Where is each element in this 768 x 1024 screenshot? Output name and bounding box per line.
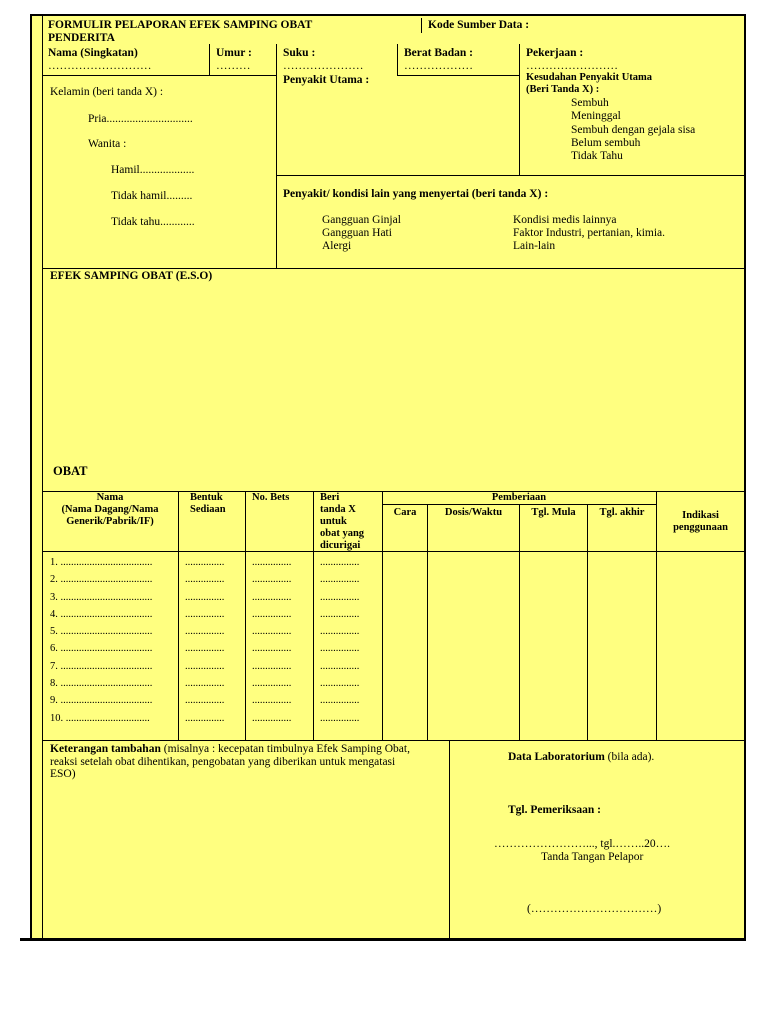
beri-cell[interactable]: ............... <box>320 678 360 690</box>
col-line-7 <box>587 504 588 740</box>
col-header-pemberiaan: Pemberiaan <box>491 492 547 503</box>
col-header-tgl-akhir: Tgl. akhir <box>599 507 645 518</box>
table-bottom-line <box>42 740 745 741</box>
beri-cell[interactable]: ............... <box>320 591 360 603</box>
pekerjaan-field[interactable]: …………………… <box>526 60 618 72</box>
divider-berat-pekerjaan <box>519 44 520 175</box>
beri-cell[interactable]: ............... <box>320 695 360 707</box>
bets-cell[interactable]: ............... <box>252 660 292 672</box>
divider-umur-suku <box>276 44 277 268</box>
kondisi-top-line <box>276 175 745 176</box>
signature-label: Tanda Tangan Pelapor <box>541 851 644 863</box>
table-row[interactable]: 3. ................................... <box>50 591 153 603</box>
keterangan-label: Keterangan tambahan <box>50 743 161 755</box>
col-line-6 <box>519 504 520 740</box>
bets-cell[interactable]: ............... <box>252 712 292 724</box>
pekerjaan-label: Pekerjaan : <box>526 47 584 59</box>
divider-suku-berat <box>397 44 398 75</box>
kesudahan-gejala-sisa[interactable]: Sembuh dengan gejala sisa <box>571 124 696 136</box>
kondisi-title: Penyakit/ kondisi lain yang menyertai (beri tanda X) : <box>283 188 549 200</box>
col-header-bentuk: Bentuk Sediaan <box>190 492 226 515</box>
bets-cell[interactable]: ............... <box>252 608 292 620</box>
penyakit-utama-label: Penyakit Utama : <box>283 74 370 86</box>
right-border <box>744 14 746 940</box>
keterangan-text: (misalnya : kecepatan timbulnya Efek Samping Obat, reaksi setelah obat dihentikan, pengobatan yang diberikan untuk mengatasi ESO) <box>50 743 410 780</box>
bentuk-cell[interactable]: ............... <box>185 608 225 620</box>
bentuk-cell[interactable]: ............... <box>185 626 225 638</box>
kesudahan-tidak-tahu[interactable]: Tidak Tahu <box>571 150 623 162</box>
keterangan-tambahan[interactable] <box>50 743 410 781</box>
option-pria[interactable]: Pria.............................. <box>88 113 193 125</box>
berat-label: Berat Badan : <box>404 47 473 59</box>
patient-row-line <box>42 75 276 76</box>
kesudahan-subtitle: (Beri Tanda X) : <box>526 84 600 95</box>
option-wanita[interactable]: Wanita : <box>88 138 127 150</box>
outer-left-border <box>30 14 32 940</box>
eso-description-area[interactable] <box>44 286 742 456</box>
col-header-tgl-mula: Tgl. Mula <box>531 507 576 518</box>
bets-cell[interactable]: ............... <box>252 574 292 586</box>
bets-cell[interactable]: ............... <box>252 678 292 690</box>
bentuk-column-rows <box>185 554 243 727</box>
obat-title: OBAT <box>53 464 88 478</box>
beri-cell[interactable]: ............... <box>320 608 360 620</box>
eso-top-line <box>42 268 745 269</box>
kondisi-lain-lain[interactable]: Lain-lain <box>513 240 556 252</box>
table-row[interactable]: 9. ................................... <box>50 695 153 707</box>
data-laboratorium[interactable] <box>508 751 654 764</box>
bentuk-cell[interactable]: ............... <box>185 574 225 586</box>
patient-row-line-right <box>397 75 519 76</box>
suku-field[interactable]: ………………… <box>283 60 364 72</box>
kondisi-medis-lain[interactable]: Kondisi medis lainnya <box>513 214 617 226</box>
top-border <box>30 14 746 16</box>
option-hamil[interactable]: Hamil................... <box>111 164 195 176</box>
bentuk-cell[interactable]: ............... <box>185 678 225 690</box>
table-row[interactable]: 2. ................................... <box>50 574 153 586</box>
bets-cell[interactable]: ............... <box>252 557 292 568</box>
table-row[interactable]: 6. ................................... <box>50 643 153 655</box>
kode-sumber-label: Kode Sumber Data : <box>428 19 530 31</box>
col-line-1 <box>178 491 179 740</box>
nama-field[interactable]: ……………………… <box>48 60 152 72</box>
bentuk-cell[interactable]: ............... <box>185 643 225 655</box>
kesudahan-sembuh[interactable]: Sembuh <box>571 97 609 109</box>
table-row[interactable]: 5. ................................... <box>50 626 153 638</box>
kesudahan-title: Kesudahan Penyakit Utama <box>526 72 653 83</box>
beri-cell[interactable]: ............... <box>320 557 360 568</box>
suku-label: Suku : <box>283 47 316 59</box>
table-row[interactable]: 7. ................................... <box>50 660 153 672</box>
beri-cell[interactable]: ............... <box>320 712 360 724</box>
col-line-2 <box>245 491 246 740</box>
nama-column-rows <box>50 554 178 727</box>
option-tidak-tahu[interactable]: Tidak tahu............ <box>111 216 195 228</box>
bentuk-cell[interactable]: ............... <box>185 557 225 568</box>
beri-cell[interactable]: ............... <box>320 660 360 672</box>
bets-cell[interactable]: ............... <box>252 626 292 638</box>
col-line-4 <box>382 491 383 740</box>
beri-column-rows <box>320 554 380 727</box>
lab-label: Data Laboratorium <box>508 751 605 763</box>
beri-cell[interactable]: ............... <box>320 643 360 655</box>
tgl-pemeriksaan-label: Tgl. Pemeriksaan : <box>508 804 601 816</box>
table-row[interactable]: 8. ................................... <box>50 678 153 690</box>
bottom-divider <box>449 741 450 938</box>
table-row[interactable]: 1. ................................... <box>50 557 153 568</box>
col-header-indikasi: Indikasi penggunaan <box>673 510 728 533</box>
penderita-section-title: PENDERITA <box>48 32 115 44</box>
table-row[interactable]: 4. ................................... <box>50 608 153 620</box>
col-header-dosis: Dosis/Waktu <box>444 507 503 518</box>
eso-title: EFEK SAMPING OBAT (E.S.O) <box>50 270 213 282</box>
berat-field[interactable]: ……………… <box>404 60 473 72</box>
form-title: FORMULIR PELAPORAN EFEK SAMPING OBAT <box>48 19 313 31</box>
header-divider <box>421 18 422 33</box>
bentuk-cell[interactable]: ............... <box>185 591 225 603</box>
form-paper <box>30 14 746 940</box>
umur-label: Umur : <box>216 47 252 59</box>
kesudahan-meninggal[interactable]: Meninggal <box>571 110 621 122</box>
beri-cell[interactable]: ............... <box>320 574 360 586</box>
bets-column-rows <box>252 554 312 727</box>
beri-cell[interactable]: ............... <box>320 626 360 638</box>
place-date-field[interactable]: ……………………..., tgl.……..20…. <box>494 838 671 850</box>
col-header-bets: No. Bets <box>252 492 290 503</box>
bentuk-cell[interactable]: ............... <box>185 695 225 707</box>
bets-cell[interactable]: ............... <box>252 695 292 707</box>
table-header-bottom <box>42 551 745 552</box>
signature-field[interactable]: (……………………………) <box>527 903 662 915</box>
inner-left-border <box>42 14 43 940</box>
col-line-5 <box>427 504 428 740</box>
bets-cell[interactable]: ............... <box>252 643 292 655</box>
lab-note: (bila ada). <box>604 751 655 763</box>
divider-nama-umur <box>209 44 210 75</box>
umur-field[interactable]: ……… <box>216 60 251 72</box>
kesudahan-belum-sembuh[interactable]: Belum sembuh <box>571 137 641 149</box>
option-tidak-hamil[interactable]: Tidak hamil......... <box>111 190 193 202</box>
col-header-nama: Nama (Nama Dagang/Nama Generik/Pabrik/IF) <box>61 492 159 527</box>
kondisi-alergi[interactable]: Alergi <box>322 240 352 252</box>
col-header-cara: Cara <box>393 507 417 518</box>
col-header-beri: Beri tanda X untuk obat yang dicurigai <box>320 492 365 551</box>
bentuk-cell[interactable]: ............... <box>185 660 225 672</box>
bentuk-cell[interactable]: ............... <box>185 712 225 724</box>
kondisi-hati[interactable]: Gangguan Hati <box>322 227 392 239</box>
kondisi-industri[interactable]: Faktor Industri, pertanian, kimia. <box>513 227 666 239</box>
col-line-3 <box>313 491 314 740</box>
kelamin-label: Kelamin (beri tanda X) : <box>50 86 164 98</box>
nama-label: Nama (Singkatan) <box>48 47 138 59</box>
bets-cell[interactable]: ............... <box>252 591 292 603</box>
kondisi-ginjal[interactable]: Gangguan Ginjal <box>322 214 401 226</box>
table-row[interactable]: 10. ................................ <box>50 712 150 724</box>
bottom-border <box>20 938 746 941</box>
